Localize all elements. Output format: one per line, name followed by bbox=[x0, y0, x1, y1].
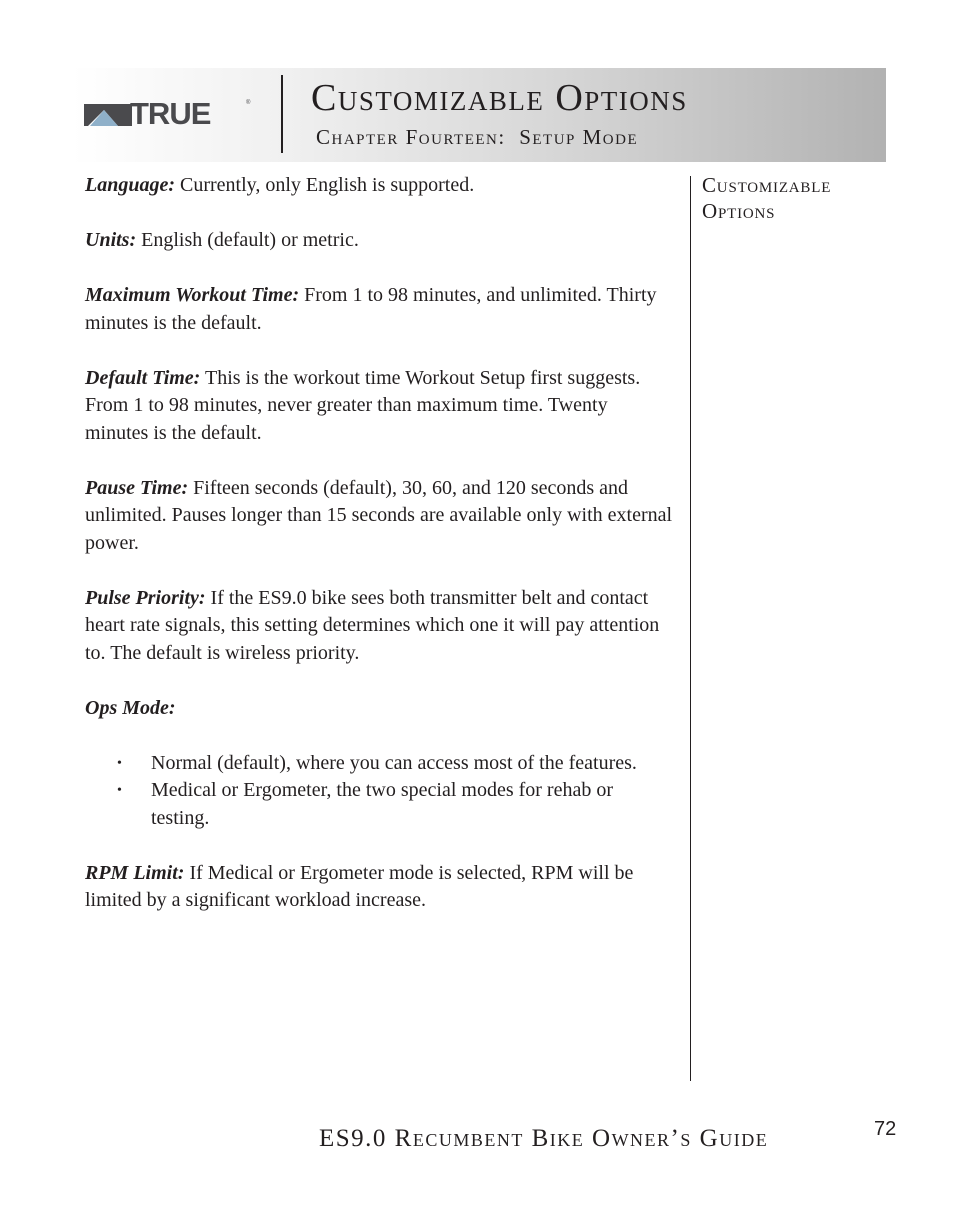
trademark-symbol: ® bbox=[246, 100, 251, 106]
rpm-limit-paragraph bbox=[85, 860, 675, 915]
list-item-text: Normal (default), where you can access most of the features. bbox=[151, 751, 637, 774]
sidebar-divider bbox=[690, 176, 691, 1081]
main-content bbox=[85, 172, 675, 942]
bullet-icon: • bbox=[117, 783, 122, 798]
pause-time-paragraph bbox=[85, 475, 675, 558]
language-paragraph bbox=[85, 172, 675, 200]
language-description: Currently, only English is supported. bbox=[175, 174, 475, 196]
max-workout-description: From 1 to 98 minutes, and unlimited. Thirty minutes is the default. bbox=[85, 284, 657, 334]
bullet-icon: • bbox=[117, 755, 122, 771]
ops-mode-paragraph bbox=[85, 695, 675, 723]
default-time-description: This is the workout time Workout Setup first suggests. From 1 to 98 minutes, never greater than maximum time. Twenty minutes is the default. bbox=[85, 366, 641, 444]
pulse-priority-description: If the ES9.0 bike sees both transmitter belt and contact heart rate signals, this setting determines which one it will pay attention to. The default is wireless priority. bbox=[85, 586, 660, 664]
pulse-priority-term: Pulse Priority: bbox=[85, 586, 206, 609]
pause-time-description: Fifteen seconds (default), 30, 60, and 120 seconds and unlimited. Pauses longer than 15 seconds are available only with external power. bbox=[85, 476, 673, 554]
header-divider bbox=[281, 75, 283, 153]
ops-mode-list bbox=[85, 750, 675, 833]
rpm-limit-term: RPM Limit: bbox=[85, 861, 185, 884]
list-item bbox=[85, 777, 675, 832]
true-logo-mark-icon bbox=[84, 104, 132, 126]
rpm-limit-description: If Medical or Ergometer mode is selected, RPM will be limited by a significant workload increase. bbox=[85, 861, 634, 911]
language-term: Language: bbox=[85, 174, 175, 196]
max-workout-term: Maximum Workout Time: bbox=[85, 284, 300, 306]
units-description: English (default) or metric. bbox=[136, 229, 359, 251]
units-paragraph bbox=[85, 227, 675, 255]
page-number: 72 bbox=[874, 1118, 897, 1140]
chapter-subtitle: Chapter Fourteen: Setup Mode bbox=[316, 125, 639, 149]
units-term: Units: bbox=[85, 229, 137, 251]
footer-title: ES9.0 Recumbent Bike Owner’s Guide bbox=[319, 1125, 769, 1152]
max-workout-paragraph bbox=[85, 282, 675, 337]
default-time-paragraph bbox=[85, 365, 675, 448]
pause-time-term: Pause Time: bbox=[85, 476, 189, 499]
ops-mode-term: Ops Mode: bbox=[85, 696, 176, 719]
page-title: Customizable Options bbox=[311, 77, 688, 119]
logo-wordmark: TRUE bbox=[130, 96, 211, 131]
sidebar-heading: Customizable Options bbox=[702, 173, 832, 223]
list-item bbox=[85, 750, 675, 778]
default-time-term: Default Time: bbox=[85, 366, 201, 389]
true-logo bbox=[84, 96, 254, 131]
pulse-priority-paragraph bbox=[85, 585, 675, 668]
list-item-text: Medical or Ergometer, the two special modes for rehab or testing. bbox=[151, 779, 614, 829]
